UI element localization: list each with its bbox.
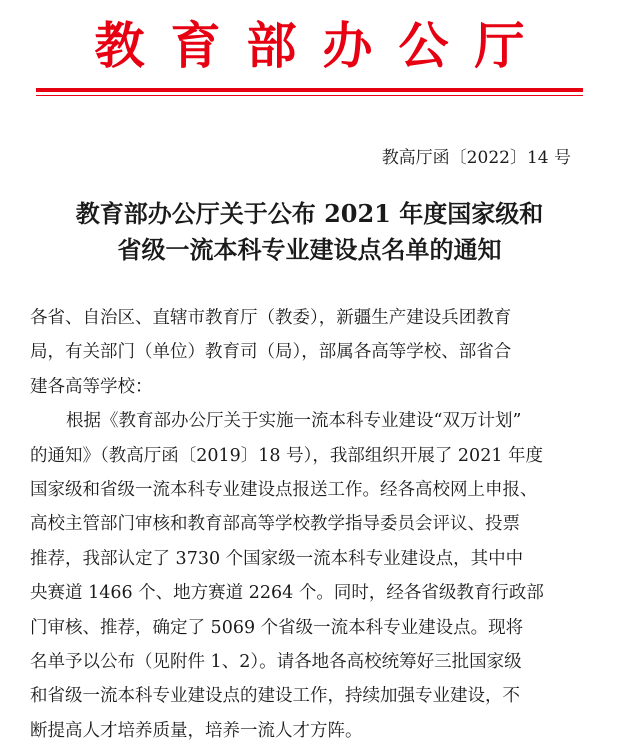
body-line: 的通知》（教高厅函〔2019〕18 号），我部组织开展了 2021 年度 [30, 445, 544, 466]
body-line: 门审核、推荐，确定了 5069 个省级一流本科专业建设点。现将 [30, 617, 524, 638]
document-body [30, 301, 592, 748]
body-line: 国家级和省级一流本科专业建设点报送工作。经各高校网上申报、 [30, 480, 538, 501]
body-line-text: 根据《教育部办公厅关于实施一流本科专业建设“双万计划” [66, 411, 522, 432]
body-line [30, 404, 592, 438]
issuing-office-title: 教育部办公厅 [94, 16, 551, 75]
body-line: 名单予以公布（见附件 1、2）。请各地各高校统筹好三批国家级 [30, 652, 522, 673]
document-title-line: 省级一流本科专业建设点名单的通知 [117, 235, 502, 264]
red-header-rule-thin [36, 95, 583, 96]
document-title-line: 教育部办公厅关于公布 2021 年度国家级和 [75, 199, 544, 228]
body-line: 建各高等学校： [30, 376, 153, 397]
red-header-rule-thick [36, 88, 583, 92]
body-line: 央赛道 1466 个、地方赛道 2264 个。同时，经各省级教育行政部 [30, 583, 544, 604]
body-line: 断提高人才培养质量，培养一流人才方阵。 [30, 720, 363, 741]
body-line: 推荐，我部认定了 3730 个国家级一流本科专业建设点，其中中 [30, 548, 524, 569]
body-line: 和省级一流本科专业建设点的建设工作，持续加强专业建设，不 [30, 686, 520, 707]
body-line: 高校主管部门审核和教育部高等学校教学指导委员会评议、投票 [30, 514, 520, 535]
body-line: 局，有关部门（单位）教育司（局），部属各高等学校、部省合 [30, 342, 512, 363]
body-line: 各省、自治区、直辖市教育厅（教委），新疆生产建设兵团教育 [30, 308, 512, 328]
document-number: 教高厅函〔2022〕14 号 [381, 148, 571, 168]
document-title [0, 196, 619, 268]
